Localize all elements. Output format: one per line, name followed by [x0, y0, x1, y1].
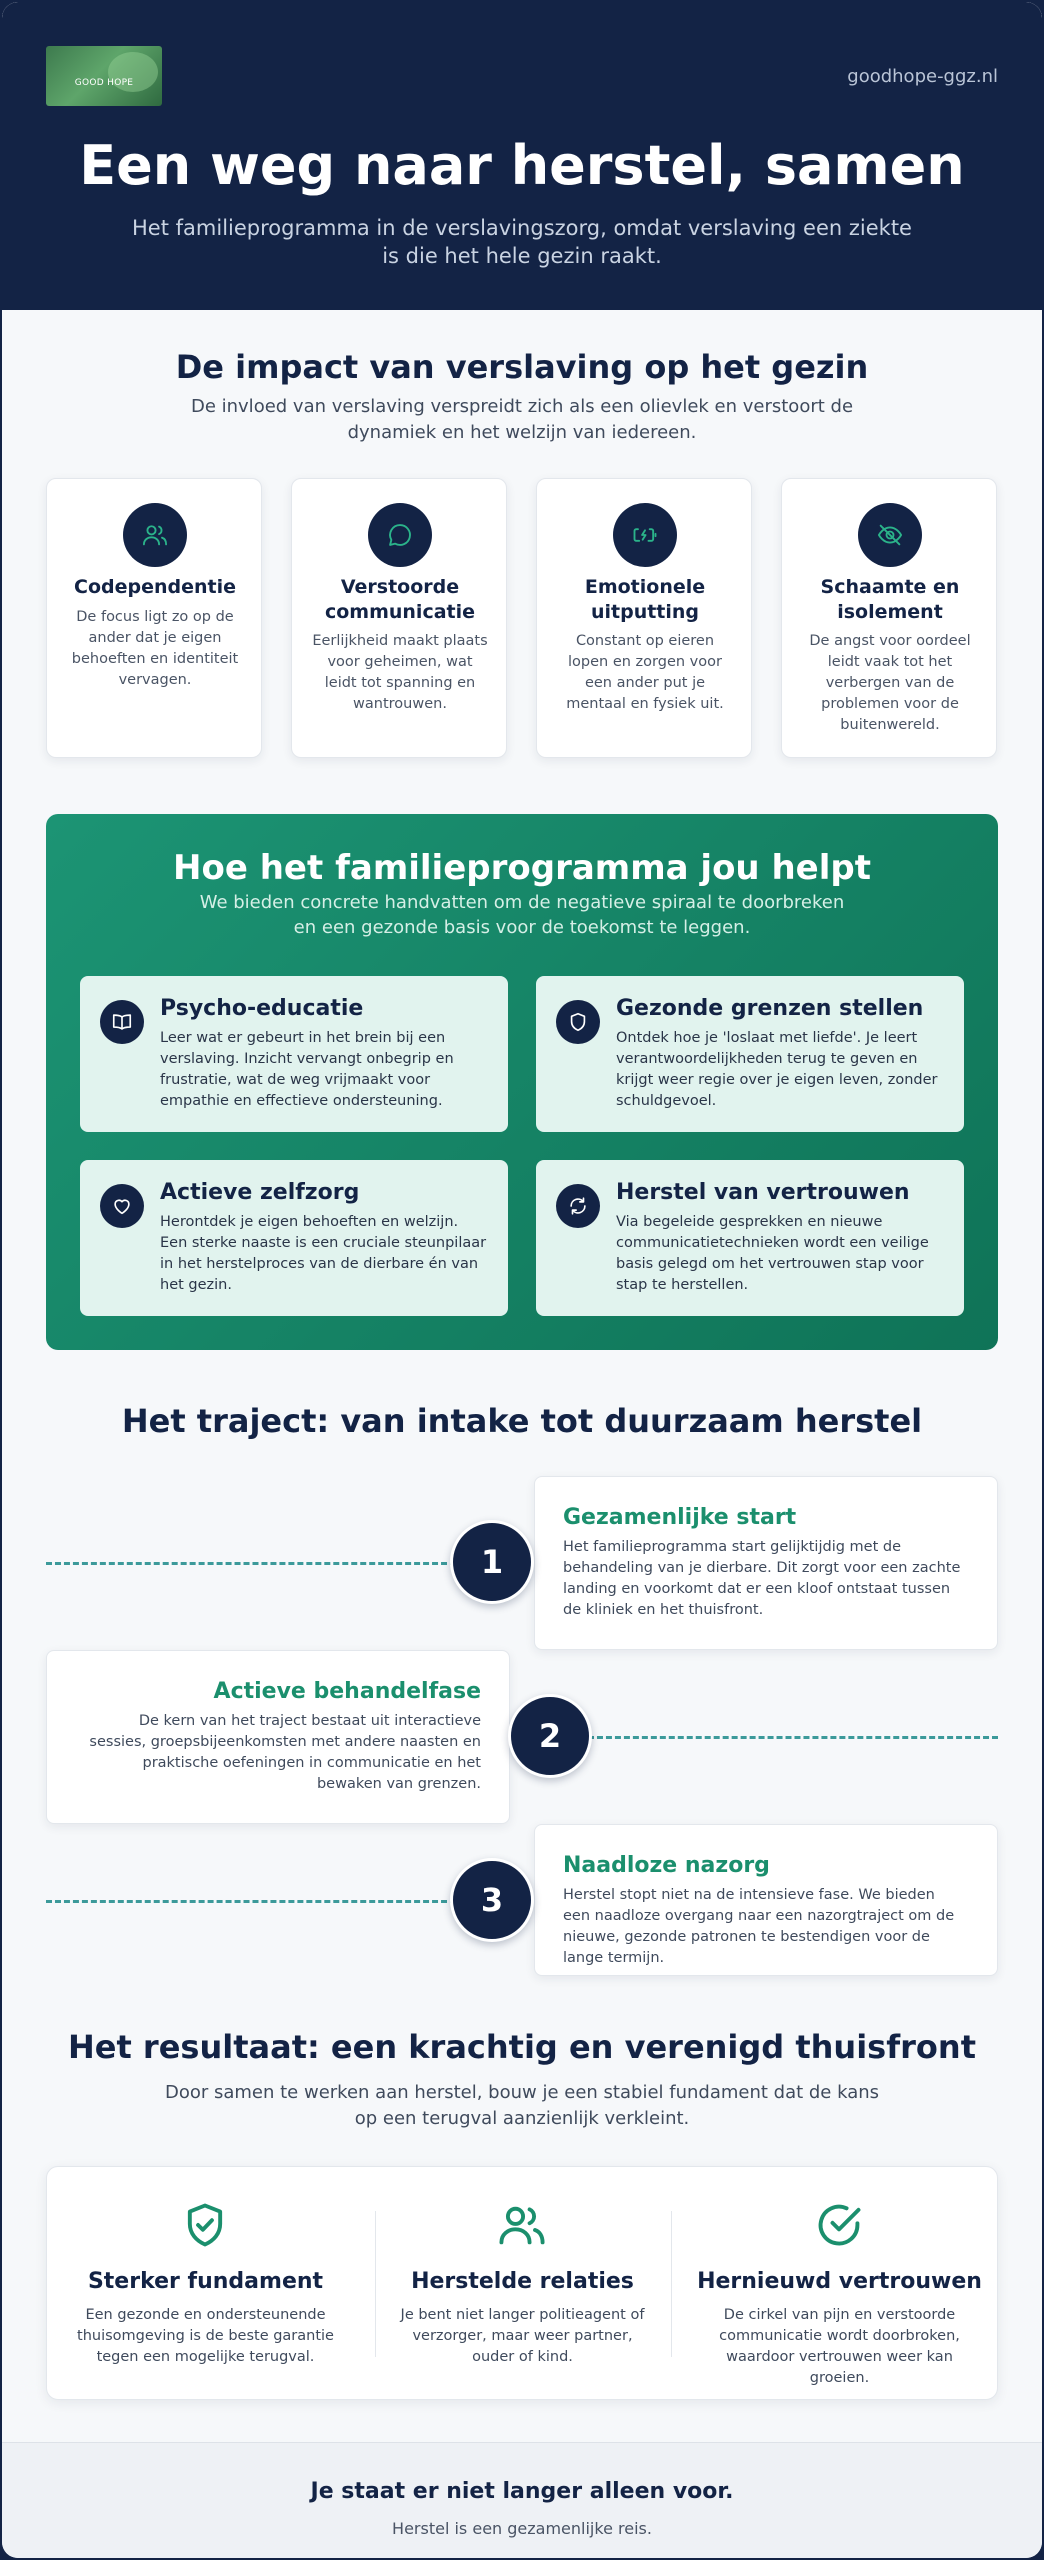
- logo-text: GOOD HOPE: [74, 78, 134, 88]
- impact-card-text: Eerlijkheid maakt plaats voor geheimen, wat leidt tot spanning en wantrouwen.: [312, 633, 488, 712]
- users-icon: [123, 503, 187, 567]
- battery-icon: [613, 503, 677, 567]
- timeline-step-number: 1: [450, 1520, 534, 1604]
- help-card-text: Leer wat er gebeurt in het brein bij een verslaving. Inzicht vervangt onbegrip en frustratie, wat de weg vrijmaakt voor empathie en effectieve ondersteuning.: [160, 1030, 454, 1109]
- result-item-vertrouwen: [681, 2167, 998, 2401]
- impact-card-title: Codependentie: [74, 576, 236, 598]
- impact-card-schaamte: [781, 478, 997, 758]
- result-item-title: Sterker fundament: [87, 2269, 324, 2294]
- help-section-title: Hoe het familieprogramma jou helpt: [173, 848, 871, 888]
- footer-subtitle: Herstel is een gezamenlijke reis.: [392, 2519, 652, 2538]
- timeline-step-1: [534, 1476, 998, 1650]
- footer: [2, 2442, 1042, 2558]
- result-item-title: Hernieuwd vertrouwen: [697, 2269, 982, 2294]
- eye-off-icon: [858, 503, 922, 567]
- help-section: [46, 814, 998, 1350]
- help-card-vertrouwen: [536, 1160, 964, 1316]
- timeline-step-number: 2: [508, 1694, 592, 1778]
- help-card-grenzen: [536, 976, 964, 1132]
- footer-title: Je staat er niet langer alleen voor.: [310, 2479, 734, 2504]
- result-panel: [46, 2166, 998, 2400]
- heart-icon: [100, 1184, 144, 1228]
- impact-card-codependentie: [46, 478, 262, 758]
- result-item-text: De cirkel van pijn en verstoorde communicatie wordt doorbroken, waardoor vertrouwen weer kan groeien.: [719, 2307, 960, 2386]
- chat-icon: [368, 503, 432, 567]
- timeline-connector: [588, 1736, 998, 1739]
- timeline-step-text: De kern van het traject bestaat uit interactieve sessies, groepsbijeenkomsten met andere naasten en praktische oefeningen in communicatie en het bewaken van grenzen.: [89, 1713, 481, 1792]
- impact-section-title: De impact van verslaving op het gezin: [175, 348, 869, 386]
- shield-check-icon: [179, 2199, 231, 2251]
- timeline-step-title: Actieve behandelfase: [213, 1679, 481, 1704]
- result-item-text: Je bent niet langer politieagent of verzorger, maar weer partner, ouder of kind.: [400, 2307, 645, 2365]
- book-icon: [100, 1000, 144, 1044]
- impact-card-text: De angst voor oordeel leidt vaak tot het verbergen van de problemen voor de buitenwereld.: [809, 633, 971, 733]
- page: [2, 2, 1042, 2558]
- shield-icon: [556, 1000, 600, 1044]
- impact-card-uitputting: [536, 478, 752, 758]
- impact-card-title: Schaamte en isolement: [820, 576, 960, 623]
- divider: [671, 2211, 672, 2357]
- timeline-step-text: Het familieprogramma start gelijktijdig met de behandeling van je dierbare. Dit zorgt voor een zachte landing en voorkomt dat er een kloof ontstaat tussen de kliniek en het thuisfront.: [563, 1539, 961, 1618]
- timeline-step-2: [46, 1650, 510, 1824]
- site-url-link[interactable]: goodhope-ggz.nl: [847, 66, 998, 87]
- help-card-title: Gezonde grenzen stellen: [616, 996, 924, 1021]
- timeline-step-title: Naadloze nazorg: [563, 1853, 770, 1878]
- timeline-section-title: Het traject: van intake tot duurzaam herstel: [121, 1402, 923, 1440]
- help-card-zelfzorg: [80, 1160, 508, 1316]
- result-item-title: Herstelde relaties: [411, 2269, 634, 2294]
- timeline-step-text: Herstel stopt niet na de intensieve fase. We bieden een naadloze overgang naar een nazorgtraject om de nieuwe, gezonde patronen te bestendigen voor de lange termijn.: [563, 1887, 955, 1966]
- help-card-title: Actieve zelfzorg: [160, 1180, 360, 1205]
- timeline-step-title: Gezamenlijke start: [563, 1505, 797, 1530]
- impact-card-communicatie: [291, 478, 507, 758]
- logo[interactable]: [46, 46, 162, 106]
- result-section-title: Het resultaat: een krachtig en verenigd thuisfront: [68, 2028, 976, 2066]
- impact-section-description: De invloed van verslaving verspreidt zich als een olievlek en verstoort de dynamiek en het welzijn van iedereen.: [190, 396, 854, 443]
- result-item-text: Een gezonde en ondersteunende thuisomgeving is de beste garantie tegen een mogelijke terugval.: [77, 2307, 334, 2365]
- check-circle-icon: [813, 2199, 865, 2251]
- timeline-connector: [46, 1562, 456, 1565]
- help-card-text: Via begeleide gesprekken en nieuwe communicatietechnieken wordt een veilige basis gelegd om het vertrouwen stap voor stap te herstellen.: [616, 1214, 929, 1293]
- timeline-step-3: [534, 1824, 998, 1976]
- help-section-description: We bieden concrete handvatten om de negatieve spiraal te doorbreken en een gezonde basis voor de toekomst te leggen.: [199, 892, 845, 938]
- page-title: Een weg naar herstel, samen: [79, 134, 965, 197]
- page-subtitle: Het familieprogramma in de verslavingszorg, omdat verslaving een ziekte is die het hele gezin raakt.: [132, 216, 912, 268]
- users-icon: [496, 2199, 548, 2251]
- help-card-psycho-educatie: [80, 976, 508, 1132]
- help-card-title: Psycho-educatie: [160, 996, 364, 1021]
- result-item-relaties: [364, 2167, 681, 2401]
- help-card-title: Herstel van vertrouwen: [616, 1180, 910, 1205]
- impact-card-text: Constant op eieren lopen en zorgen voor een ander put je mentaal en fysiek uit.: [566, 633, 724, 712]
- hero-header: [2, 2, 1042, 310]
- help-card-text: Herontdek je eigen behoeften en welzijn. Een sterke naaste is een cruciale steunpilaar in het herstelproces van de dierbare én van het gezin.: [160, 1214, 487, 1293]
- help-card-text: Ontdek hoe je 'loslaat met liefde'. Je leert verantwoordelijkheden terug te geven en krijgt weer regie over je eigen leven, zonder schuldgevoel.: [616, 1030, 938, 1109]
- impact-card-title: Verstoorde communicatie: [324, 576, 476, 623]
- impact-card-title: Emotionele uitputting: [584, 576, 706, 623]
- refresh-icon: [556, 1184, 600, 1228]
- result-section-description: Door samen te werken aan herstel, bouw je een stabiel fundament dat de kans op een terugval aanzienlijk verkleint.: [164, 2082, 880, 2129]
- impact-card-text: De focus ligt zo op de ander dat je eigen behoeften en identiteit vervagen.: [71, 609, 239, 688]
- timeline-step-number: 3: [450, 1858, 534, 1942]
- timeline-connector: [46, 1900, 456, 1903]
- result-item-fundament: [47, 2167, 364, 2401]
